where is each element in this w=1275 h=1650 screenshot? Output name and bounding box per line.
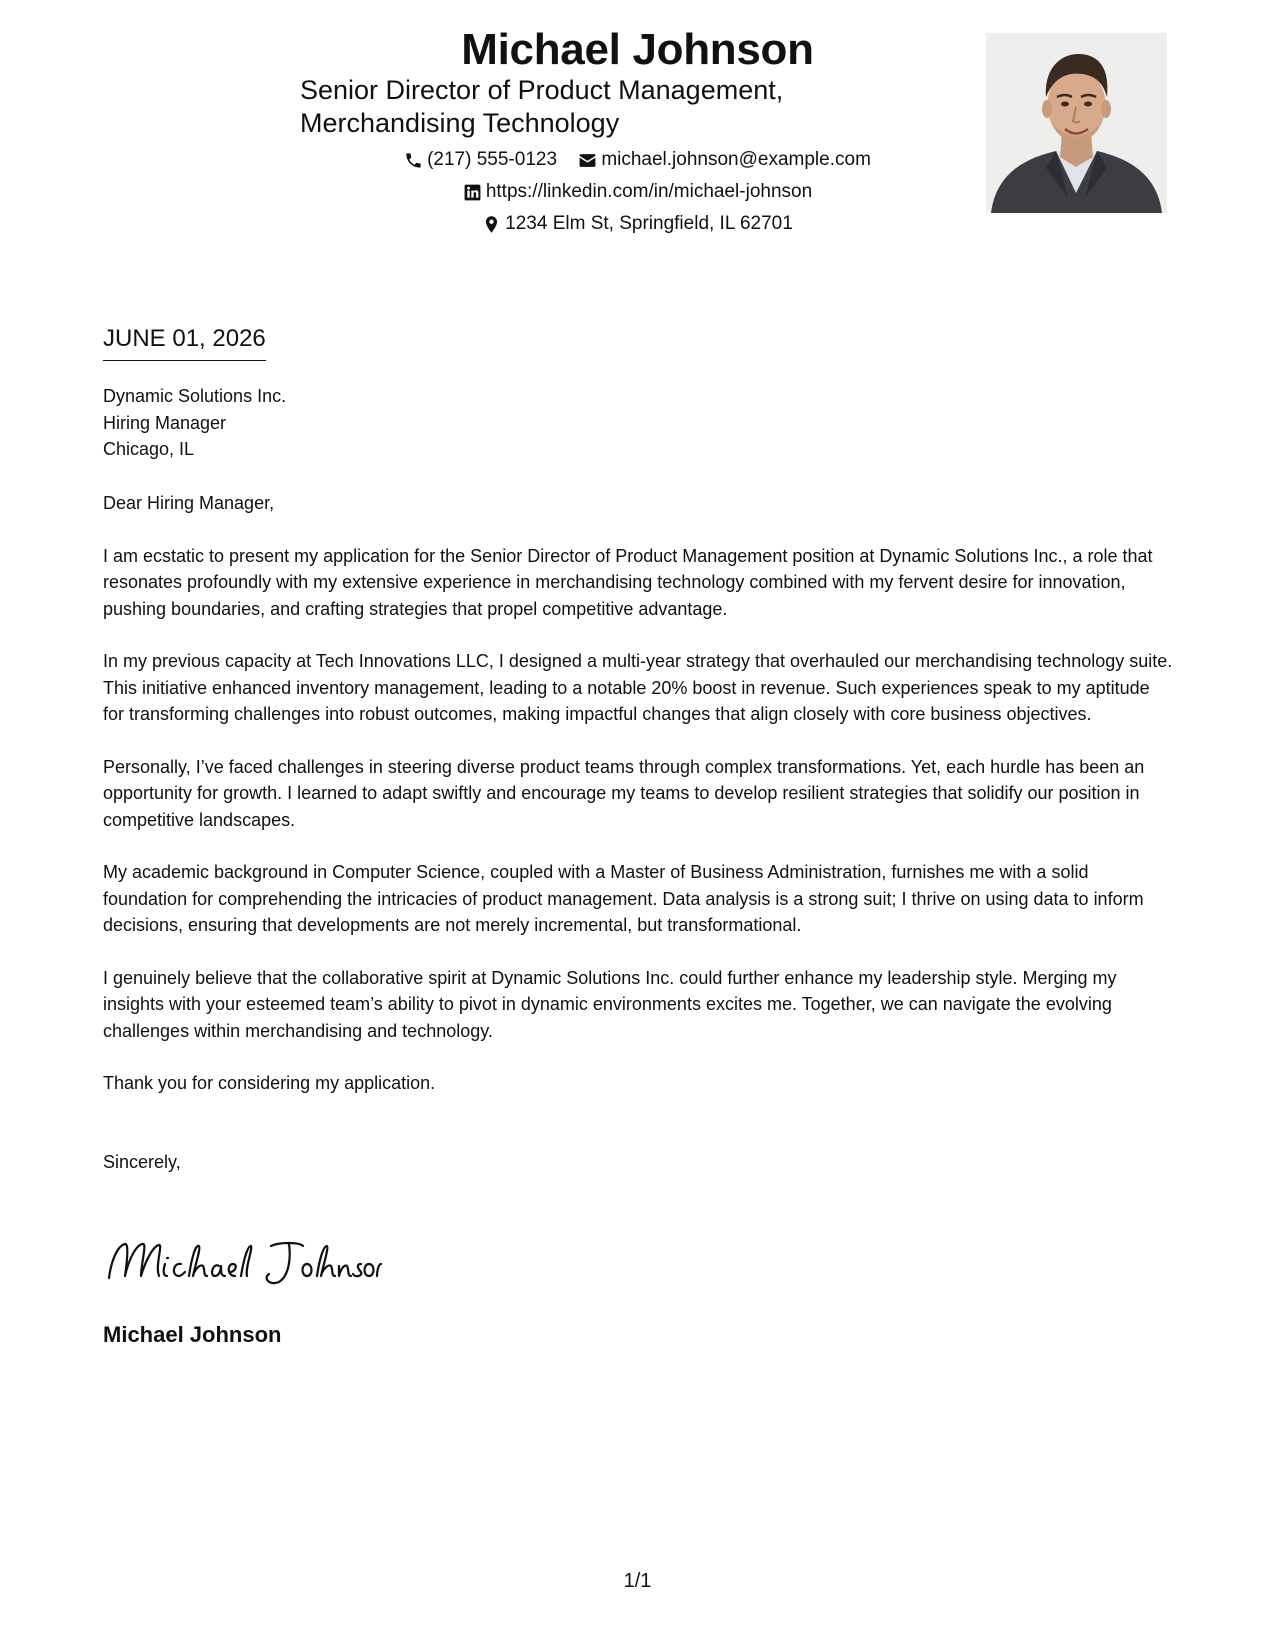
applicant-job-title [300,74,860,140]
signature-scribble [103,1232,383,1292]
contact-address [482,211,793,237]
email-address[interactable]: michael.johnson@example.com [601,149,871,170]
recipient-block [103,383,286,463]
map-marker-icon [482,215,501,234]
body-paragraph-1: I am ecstatic to present my application for the Senior Director of Product Management position at Dynamic Solutions Inc., a role that resonates profoundly with my extensive experience in merchandising technology combined with my fervent desire for innovation, pushing boundaries, and crafting strategies that propel competitive advantage. [103,545,1153,619]
letter-body [103,490,1175,1201]
body-paragraph-3: Personally, I’ve faced challenges in steering diverse product teams through complex transformations. Yet, each hurdle has been an opportunity for growth. I learned to adapt swiftly and encourage my teams to develop resilient strategies that solidify our position in competitive landscapes. [103,756,1145,830]
body-paragraph-2: In my previous capacity at Tech Innovations LLC, I designed a multi-year strategy that overhauled our merchandising technology suite. This initiative enhanced inventory management, leading to a notable 20% boost in revenue. Such experiences speak to my aptitude for transforming challenges into robust outcomes, making impactful changes that align closely with core business objectives. [103,651,1173,724]
phone-icon [404,151,423,170]
handwritten-signature [103,1232,383,1292]
linkedin-icon [463,183,482,202]
recipient-role: Hiring Manager [103,412,227,433]
signed-name: Michael Johnson [103,1322,282,1347]
portrait-illustration [986,33,1167,213]
contact-linkedin[interactable] [463,179,812,205]
recipient-location: Chicago, IL [103,439,195,459]
closing: Sincerely, [103,1151,181,1172]
contact-phone [404,147,557,173]
body-paragraph-6: Thank you for considering my application. [103,1073,436,1093]
page-number: 1/1 [623,1570,652,1592]
phone-number: (217) 555-0123 [427,149,558,170]
envelope-icon [578,151,597,170]
applicant-name: Michael Johnson [461,25,814,74]
linkedin-url[interactable]: https://linkedin.com/in/michael-johnson [485,181,813,202]
body-paragraph-4: My academic background in Computer Science, coupled with a Master of Business Administration, furnishes me with a solid foundation for comprehending the intricacies of product management. Data analysis is a strong suit; I thrive on using data to inform decisions, ensuring that developments are not merely incremental, but transformational. [103,862,1144,935]
recipient-company: Dynamic Solutions Inc. [103,386,287,406]
street-address: 1234 Elm St, Springfield, IL 62701 [505,213,793,234]
letter-date: JUNE 01, 2026 [103,323,266,361]
job-title-line-1: Senior Director of Product Management, [300,75,784,105]
job-title-line-2: Merchandising Technology [300,108,620,138]
greeting: Dear Hiring Manager, [103,493,275,513]
body-paragraph-5: I genuinely believe that the collaborative spirit at Dynamic Solutions Inc. could further enhance my leadership style. Merging my insights with your esteemed team’s ability to pivot in dynamic environments excites me. Together, we can navigate the evolving challenges within merchandising and technology. [103,967,1117,1041]
profile-photo [986,33,1167,213]
contact-email[interactable] [578,147,871,173]
contact-row-address [0,211,1275,237]
